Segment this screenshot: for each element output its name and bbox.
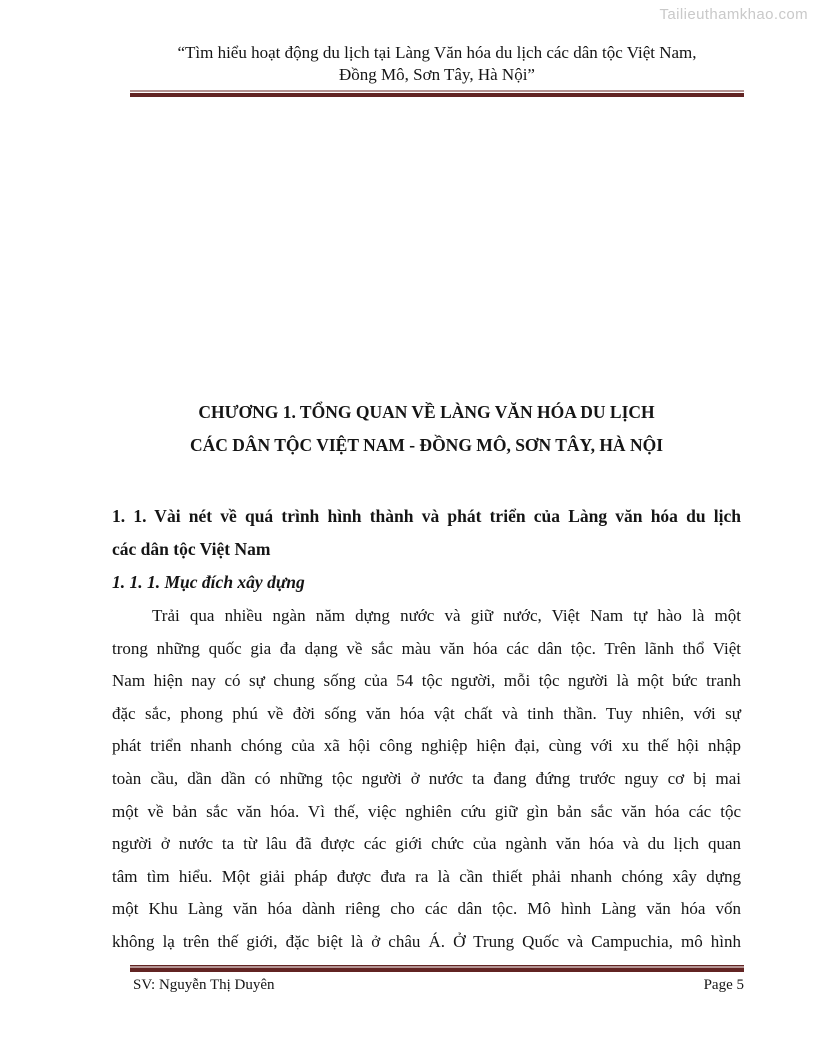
page-footer <box>133 975 744 995</box>
paragraph-line: Nam hiện nay có sự chung sống của 54 tộc người, mỗi tộc người là một bức tranh <box>112 671 741 691</box>
footer-page-number: Page 5 <box>703 977 744 993</box>
subsection-heading: 1. 1. 1. Mục đích xây dựng <box>112 572 305 592</box>
footer-divider-rule <box>130 965 744 972</box>
header-title-line1: “Tìm hiểu hoạt động du lịch tại Làng Văn hóa du lịch các dân tộc Việt Nam, <box>177 43 697 62</box>
section-heading-line1: 1. 1. Vài nét về quá trình hình thành và phát triển của Làng văn hóa du lịch <box>112 506 741 526</box>
paragraph-line: toàn cầu, dần dần có những tộc người ở nước ta đang đứng trước nguy cơ bị mai <box>112 768 741 788</box>
paragraph-line: đặc sắc, phong phú về đời sống văn hóa vật chất và tinh thần. Tuy nhiên, với sự <box>112 703 741 723</box>
paragraph-line: Trải qua nhiều ngàn năm dựng nước và giữ nước, Việt Nam tự hào là một <box>152 606 741 625</box>
page-header <box>130 42 744 86</box>
chapter-heading-line2: CÁC DÂN TỘC VIỆT NAM - ĐỒNG MÔ, SƠN TÂY, HÀ NỘI <box>189 435 664 455</box>
paragraph-line: tâm tìm hiểu. Một giải pháp được đưa ra là cần thiết phải nhanh chóng xây dựng <box>112 866 741 886</box>
body-paragraph <box>112 600 741 959</box>
paragraph-line: không lạ trên thế giới, đặc biệt là ở châu Á. Ở Trung Quốc và Campuchia, mô hình <box>112 931 741 951</box>
header-divider-rule <box>130 90 744 97</box>
section-block <box>112 500 741 599</box>
paragraph-line: phát triển nhanh chóng của xã hội công nghiệp hiện đại, cùng với xu thế hội nhập <box>112 736 741 756</box>
section-heading-line2: các dân tộc Việt Nam <box>112 539 271 559</box>
paragraph-line: một về bản sắc văn hóa. Vì thế, việc nghiên cứu giữ gìn bản sắc văn hóa các tộc <box>112 801 741 821</box>
chapter-heading <box>112 396 741 462</box>
paragraph-line: trong những quốc gia đa dạng về sắc màu văn hóa các dân tộc. Trên lãnh thổ Việt <box>112 638 741 658</box>
chapter-heading-line1: CHƯƠNG 1. TỔNG QUAN VỀ LÀNG VĂN HÓA DU LỊCH <box>198 402 655 422</box>
paragraph-line: một Khu Làng văn hóa dành riêng cho các dân tộc. Mô hình Làng văn hóa vốn <box>112 899 741 919</box>
site-watermark: Tailieuthamkhao.com <box>659 6 808 23</box>
footer-author: SV: Nguyễn Thị Duyên <box>133 977 275 993</box>
paragraph-line: người ở nước ta từ lâu đã được các giới chức của ngành văn hóa và du lịch quan <box>112 834 741 854</box>
header-title-line2: Đồng Mô, Sơn Tây, Hà Nội” <box>339 65 535 84</box>
